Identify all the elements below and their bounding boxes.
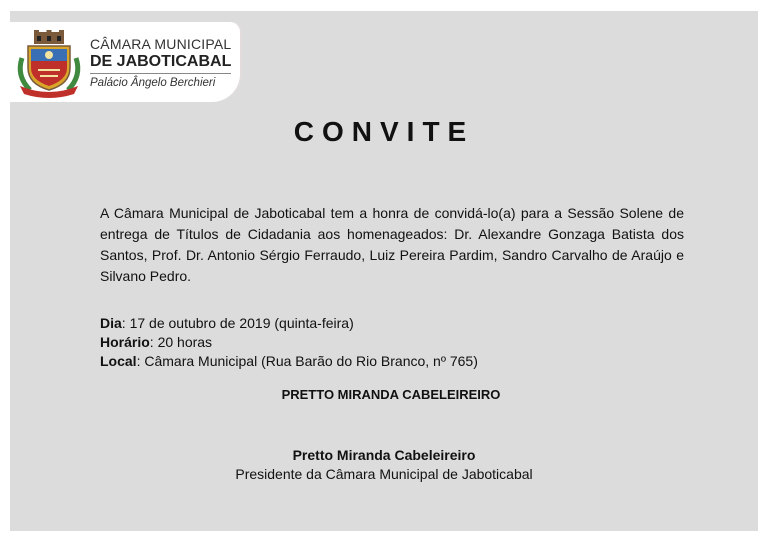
day-value: : 17 de outubro de 2019 (quinta-feira) — [121, 315, 354, 331]
time-label: Horário — [100, 334, 150, 350]
invitation-paragraph: A Câmara Municipal de Jaboticabal tem a honra de convidá-lo(a) para a Sessão Solene de entrega de Títulos de Cidadania aos homenageados: Dr. Alexandre Gonzaga Batista dos Santos, Prof. Dr. Antonio Sérgio Ferraudo, Luiz Pereira Pardim, Sandro Carvalho de Araújo e Silvano Pedro. — [100, 205, 684, 284]
time-value: : 20 horas — [149, 334, 213, 350]
place-value: : Câmara Municipal (Rua Barão do Rio Branco, nº 765) — [136, 353, 478, 369]
day-label: Dia — [100, 315, 122, 331]
honoree-name: PRETTO MIRANDA CABELEIREIRO — [281, 387, 501, 402]
logo-subtitle: Palácio Ângelo Berchieri — [90, 77, 216, 89]
place-label: Local — [100, 353, 137, 369]
day-line — [100, 314, 600, 333]
logo-line-2: DE JABOTICABAL — [90, 52, 231, 74]
place-line — [100, 352, 600, 371]
logo-line-1: CÂMARA MUNICIPAL — [90, 36, 232, 52]
header-logo — [10, 22, 240, 102]
logo-text — [90, 36, 240, 91]
coat-of-arms-icon — [12, 28, 86, 98]
invitation-title: CONVITE — [293, 116, 475, 147]
event-details — [100, 314, 600, 371]
signer-name: Pretto Miranda Cabeleireiro — [292, 447, 476, 463]
time-line — [100, 333, 600, 352]
signer-role: Presidente da Câmara Municipal de Jaboticabal — [235, 466, 533, 482]
